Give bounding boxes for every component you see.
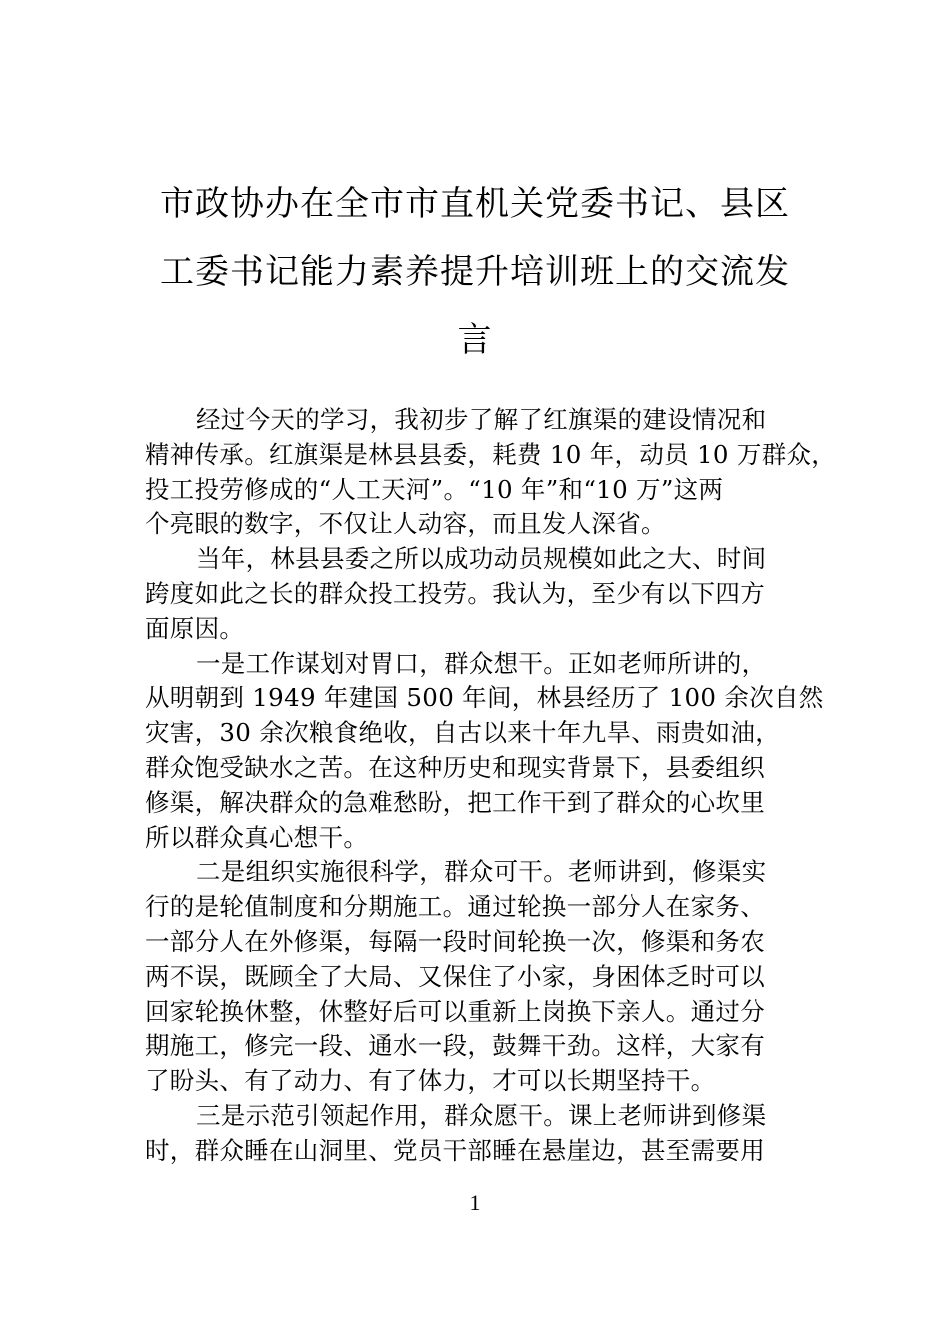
text-line: 个亮眼的数字，不仅让人动容，而且发人深省。 (145, 509, 666, 539)
text-line: 时，群众睡在山洞里、党员干部睡在悬崖边，甚至需要用 (145, 1135, 765, 1165)
page-number: 1 (469, 1190, 481, 1215)
text-line: 面原因。 (145, 613, 245, 643)
text-line: 所以群众真心想干。 (145, 822, 369, 852)
text-line: 灾害，30 余次粮食绝收，自古以来十年九旱、雨贵如油， (145, 718, 781, 748)
text-line: 期施工，修完一段、通水一段，鼓舞干劲。这样，大家有 (145, 1031, 765, 1061)
text-line: 二是组织实施很科学，群众可干。老师讲到，修渠实 (196, 857, 767, 887)
title-line: 言 (457, 320, 493, 360)
paragraph-point-three (145, 1099, 815, 1169)
text-line: 三是示范引领起作用，群众愿干。课上老师讲到修渠 (196, 1100, 767, 1130)
body-text (145, 403, 837, 1169)
text-line: 跨度如此之长的群众投工投劳。我认为，至少有以下四方 (145, 578, 765, 608)
paragraph-intro (145, 403, 837, 542)
text-line: 群众饱受缺水之苦。在这种历史和现实背景下，县委组织 (145, 752, 765, 782)
text-line: 行的是轮值制度和分期施工。通过轮换一部分人在家务、 (145, 892, 765, 922)
text-line: 两不误，既顾全了大局、又保住了小家，身困体乏时可以 (145, 961, 765, 991)
text-line: 从明朝到 1949 年建国 500 年间，林县经历了 100 余次自然 (145, 683, 824, 713)
title-line: 工委书记能力素养提升培训班上的交流发 (160, 252, 790, 292)
text-line: 经过今天的学习，我初步了解了红旗渠的建设情况和 (196, 405, 767, 434)
text-line: 一部分人在外修渠，每隔一段时间轮换一次，修渠和务农 (145, 926, 765, 956)
text-line: 回家轮换休整，休整好后可以重新上岗换下亲人。通过分 (145, 996, 765, 1026)
text-line: 当年，林县县委之所以成功动员规模如此之大、时间 (196, 544, 767, 574)
text-line: 精神传承。红旗渠是林县县委，耗费 10 年，动员 10 万群众， (145, 439, 837, 469)
text-line: 了盼头、有了动力、有了体力，才可以长期坚持干。 (145, 1066, 716, 1096)
paragraph-point-one (145, 647, 824, 856)
paragraph-reasons (145, 542, 815, 646)
text-line: 一是工作谋划对胃口，群众想干。正如老师所讲的， (196, 648, 767, 678)
text-line: 投工投劳修成的“人工天河”。“10 年”和“10 万”这两 (145, 474, 724, 504)
paragraph-point-two (145, 855, 815, 1099)
page-title (145, 170, 805, 374)
title-line: 市政协办在全市市直机关党委书记、县区 (160, 184, 790, 224)
text-line: 修渠，解决群众的急难愁盼，把工作干到了群众的心坎里 (145, 787, 765, 817)
